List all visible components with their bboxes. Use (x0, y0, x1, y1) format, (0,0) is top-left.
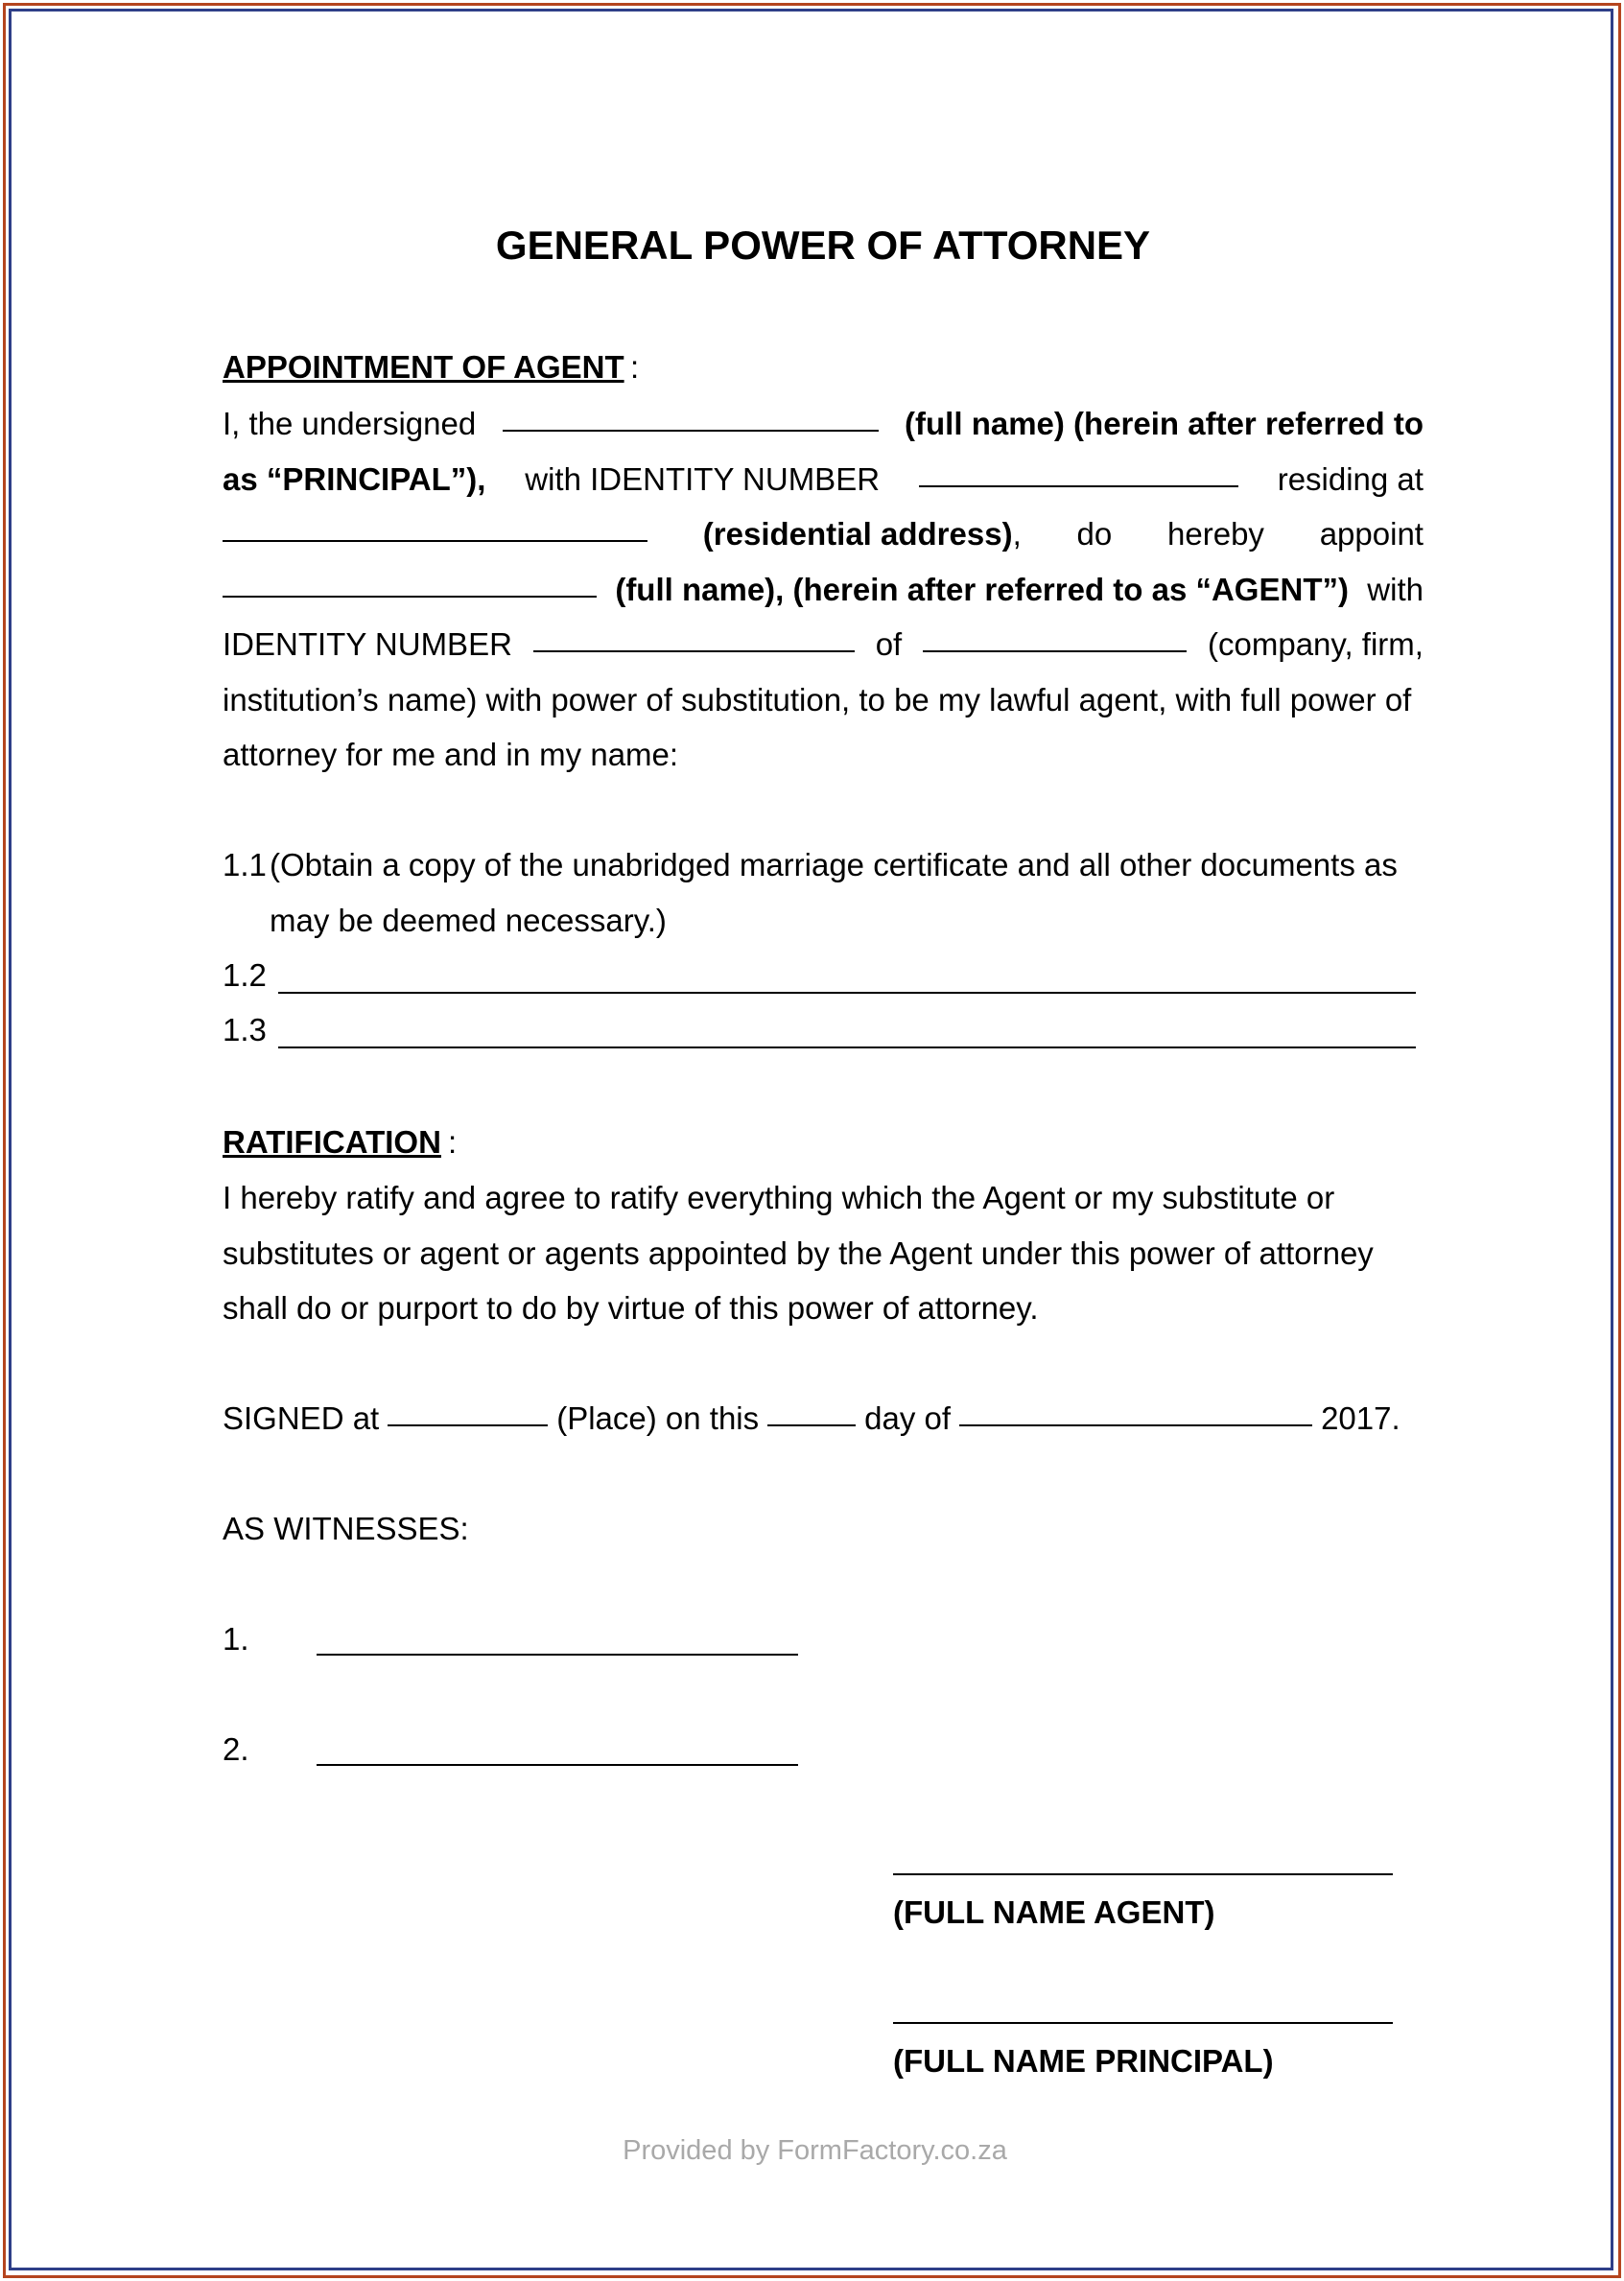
appointment-heading-colon: : (630, 349, 640, 385)
ratification-paragraph (223, 1170, 1424, 1336)
text-company-firm: (company, firm, (1208, 626, 1424, 662)
witness-2-signature-blank[interactable] (317, 1764, 798, 1766)
text-residing-at: residing at (1277, 460, 1424, 497)
text-hereby: hereby (1167, 516, 1264, 552)
item-1-1-line-2: may be deemed necessary.) (270, 902, 667, 938)
text-undersigned: I, the undersigned (223, 406, 477, 441)
appointment-line-3 (223, 506, 1424, 562)
text-principal: as “PRINCIPAL”), (223, 460, 486, 497)
witness-1-signature-blank[interactable] (317, 1654, 798, 1656)
text-with: with (1367, 571, 1424, 607)
appointment-line-6: institution’s name) with power of substitution, to be my lawful agent, with full power of (223, 681, 1412, 717)
appointment-line-5 (223, 617, 1424, 672)
document-title: GENERAL POWER OF ATTORNEY (495, 223, 1151, 268)
text-place-on-this: (Place) on this (556, 1400, 760, 1436)
item-1-1-line-1: (Obtain a copy of the unabridged marriage certificate and all other documents as (270, 847, 1398, 882)
place-blank[interactable] (388, 1424, 548, 1426)
appointment-heading: APPOINTMENT OF AGENT (223, 349, 624, 385)
appointment-line-4 (223, 562, 1424, 618)
signed-line (223, 1391, 1424, 1446)
principal-signature-label: (FULL NAME PRINCIPAL) (893, 2043, 1274, 2079)
item-number: 1.2 (223, 957, 267, 993)
item-1-3-blank[interactable] (278, 1046, 1416, 1048)
residential-address-blank[interactable] (223, 540, 647, 542)
ratification-heading-colon: : (448, 1124, 458, 1160)
company-name-blank[interactable] (923, 650, 1187, 652)
principal-signature-blank[interactable] (893, 2022, 1393, 2024)
appointment-paragraph (223, 396, 1424, 783)
witness-number: 1. (223, 1621, 249, 1657)
principal-id-number-blank[interactable] (919, 485, 1238, 487)
principal-full-name-blank[interactable] (503, 430, 879, 432)
witness-number: 2. (223, 1731, 249, 1767)
agent-id-number-blank[interactable] (533, 650, 855, 652)
ratification-line: shall do or purport to do by virtue of this power of attorney. (223, 1290, 1039, 1326)
text-comma: , (1012, 516, 1022, 552)
item-1-1-text (270, 837, 1424, 948)
text-day-of: day of (864, 1400, 952, 1436)
agent-signature-label: (FULL NAME AGENT) (893, 1894, 1215, 1930)
text-agent-referred: (full name), (herein after referred to as “AGENT”) (615, 571, 1349, 607)
text-signed-at: SIGNED at (223, 1400, 380, 1436)
footer-provided-by: Provided by FormFactory.co.za (623, 2135, 1007, 2166)
text-appoint: appoint (1319, 516, 1424, 552)
day-blank[interactable] (767, 1424, 856, 1426)
text-full-name-referred: (full name) (herein after referred to (905, 406, 1424, 441)
agent-signature-blank[interactable] (893, 1873, 1393, 1875)
month-blank[interactable] (959, 1424, 1312, 1426)
item-number: 1.3 (223, 1012, 267, 1047)
appointment-line-7: attorney for me and in my name: (223, 737, 679, 772)
ratification-heading: RATIFICATION (223, 1124, 441, 1160)
text-identity-number: with IDENTITY NUMBER (525, 460, 881, 497)
appointment-line-1 (223, 396, 1424, 452)
appointment-line-2 (223, 452, 1424, 507)
text-do: do (1076, 516, 1113, 552)
inner-border (9, 9, 1613, 2270)
ratification-line: I hereby ratify and agree to ratify everything which the Agent or my substitute or (223, 1180, 1335, 1215)
item-number: 1.1 (223, 847, 267, 882)
agent-full-name-blank[interactable] (223, 596, 597, 598)
item-1-2-blank[interactable] (278, 992, 1416, 994)
text-year: 2017. (1321, 1400, 1400, 1436)
text-residential-address: (residential address) (702, 516, 1013, 552)
witnesses-heading: AS WITNESSES: (223, 1511, 469, 1546)
ratification-line: substitutes or agent or agents appointed by the Agent under this power of attorney (223, 1235, 1374, 1271)
text-of: of (875, 626, 903, 662)
text-identity-number-agent: IDENTITY NUMBER (223, 626, 512, 662)
